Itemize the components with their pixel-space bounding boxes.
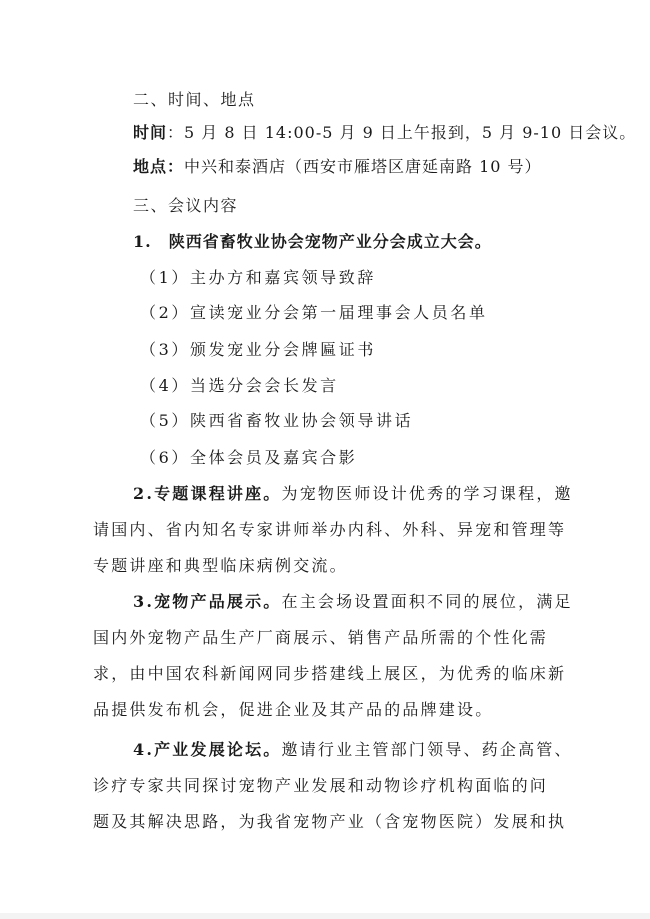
subitem-1: （1）主办方和嘉宾领导致辞 bbox=[140, 268, 376, 287]
item-2-line-1 bbox=[133, 484, 573, 504]
item-4-text: 邀请行业主管部门领导、药企高管、 bbox=[281, 740, 573, 759]
place-label: 地点： bbox=[133, 157, 185, 176]
place-text: 中兴和泰酒店（西安市雁塔区唐延南路 10 号） bbox=[184, 157, 542, 176]
item-2-text: 为宠物医师设计优秀的学习课程，邀 bbox=[281, 484, 573, 503]
item-2-line-3: 专题讲座和典型临床病例交流。 bbox=[93, 556, 348, 575]
item-3-line-2: 国内外宠物产品生产厂商展示、销售产品所需的个性化需 bbox=[93, 628, 549, 647]
time-text: ：5 月 8 日 14:00-5 月 9 日上午报到，5 月 9-10 日会议。 bbox=[167, 123, 637, 142]
time-label: 时间 bbox=[133, 123, 168, 142]
item-3-line-1 bbox=[133, 592, 573, 612]
item-4-line-2: 诊疗专家共同探讨宠物产业发展和动物诊疗机构面临的问 bbox=[93, 776, 549, 795]
item-2-line-2: 请国内、省内知名专家讲师举办内科、外科、异宠和管理等 bbox=[93, 520, 567, 539]
item-4-line-3: 题及其解决思路，为我省宠物产业（含宠物医院）发展和执 bbox=[93, 812, 567, 831]
item-4-line-1 bbox=[133, 740, 573, 760]
item-3-title: 3.宠物产品展示。 bbox=[133, 592, 282, 611]
subitem-6: （6）全体会员及嘉宾合影 bbox=[140, 448, 358, 467]
section-2-heading: 二、时间、地点 bbox=[133, 90, 256, 109]
item-4-title: 4.产业发展论坛。 bbox=[133, 740, 282, 759]
subitem-4: （4）当选分会会长发言 bbox=[140, 376, 339, 395]
page-bottom-edge bbox=[0, 913, 650, 919]
time-line bbox=[133, 123, 636, 143]
subitem-5: （5）陕西省畜牧业协会领导讲话 bbox=[140, 411, 414, 430]
item-3-line-4: 品提供发布机会，促进企业及其产品的品牌建设。 bbox=[93, 700, 494, 719]
item-3-line-3: 求，由中国农科新闻网同步搭建线上展区，为优秀的临床新 bbox=[93, 664, 567, 683]
item-1-title: 1. 陕西省畜牧业协会宠物产业分会成立大会。 bbox=[133, 232, 492, 251]
place-line bbox=[133, 157, 542, 177]
subitem-2: （2）宣读宠业分会第一届理事会人员名单 bbox=[140, 303, 488, 322]
item-2-title: 2.专题课程讲座。 bbox=[133, 484, 282, 503]
subitem-3: （3）颁发宠业分会牌匾证书 bbox=[140, 340, 376, 359]
section-3-heading: 三、会议内容 bbox=[133, 196, 239, 215]
item-3-text: 在主会场设置面积不同的展位，满足 bbox=[281, 592, 573, 611]
